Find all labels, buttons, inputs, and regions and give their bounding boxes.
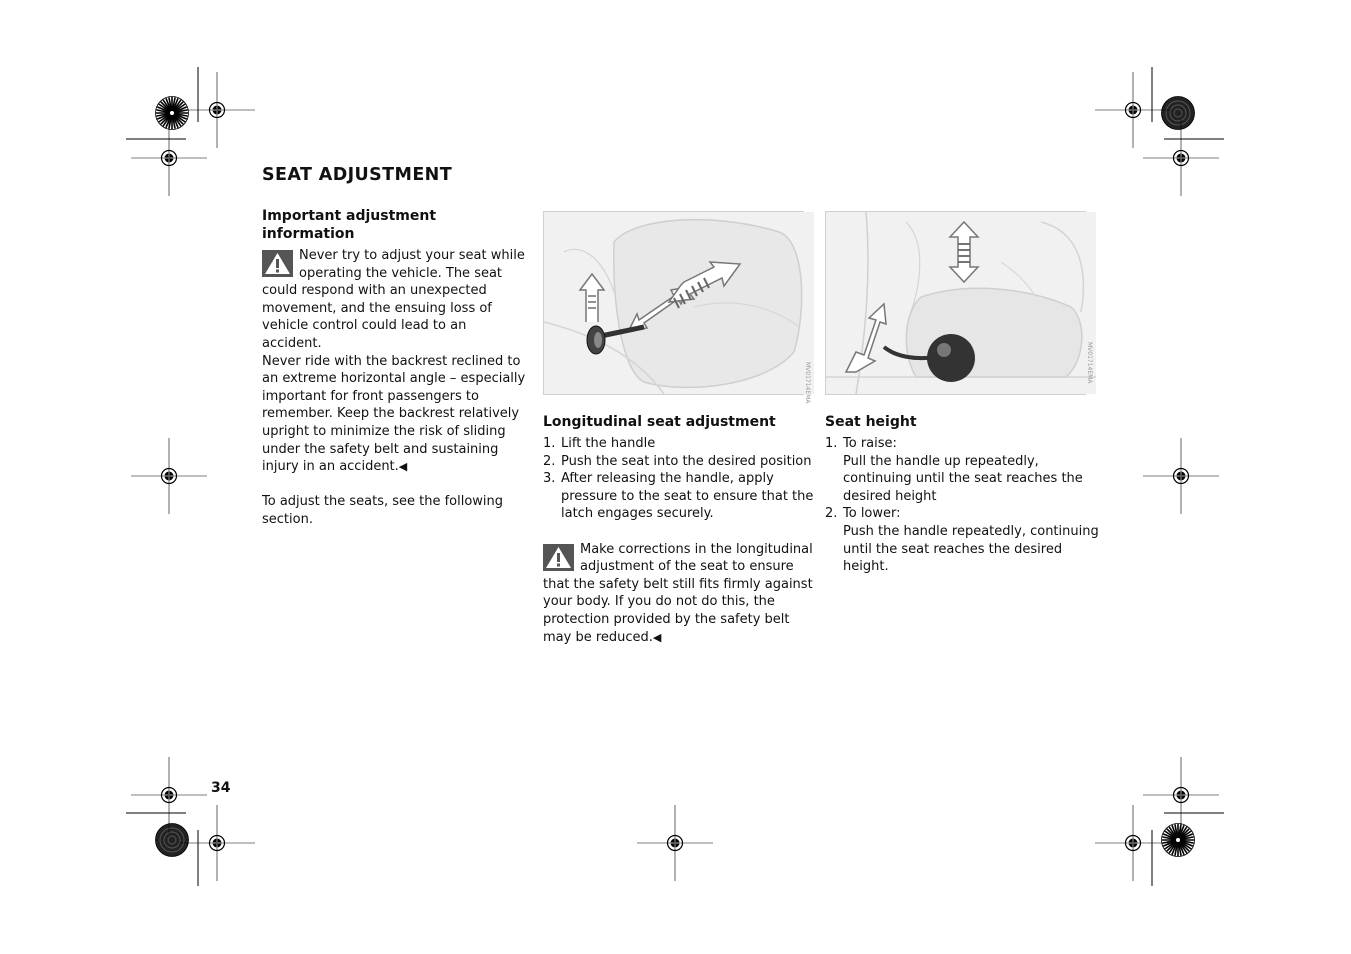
warning-triangle-icon (543, 544, 574, 571)
svg-text:MV01714EMA: MV01714EMA (1086, 342, 1093, 384)
page-title: SEAT ADJUSTMENT (262, 165, 453, 185)
seat-longitudinal-illustration (544, 212, 814, 404)
column-important-info (262, 207, 530, 529)
list-item: 3. After releasing the handle, apply pressure to the seat to ensure that the latch engages securely. (543, 471, 814, 522)
longitudinal-steps-list (543, 435, 815, 523)
page-number: 34 (211, 780, 231, 796)
list-item: 1. To raise: Pull the handle up repeatedly, continuing until the seat reaches the desired height (825, 436, 1083, 504)
list-item: 2. Push the seat into the desired position (543, 453, 812, 469)
section-heading-height: Seat height (825, 414, 917, 430)
warning-block-belt (543, 541, 815, 647)
warning-text: Never try to adjust your seat while operating the vehicle. The seat could respond with an unexpected movement, and the ensuing loss of vehicle control could lead to an accident. (262, 248, 525, 351)
column-seat-height (825, 413, 1103, 576)
warning-text: Make corrections in the longitudinal adjustment of the seat to ensure that the safety belt still fits firmly against your body. If you do not do this, the protection provided by the safety belt may be reduced.◀ (543, 541, 813, 645)
list-item: 2. To lower: Push the handle repeatedly, continuing until the seat reaches the desired height. (825, 506, 1099, 575)
column-longitudinal (543, 413, 815, 646)
section-heading-important: Important adjustment information (262, 208, 437, 242)
section-heading-longitudinal: Longitudinal seat adjustment (543, 414, 776, 430)
list-item: 1. Lift the handle (543, 436, 656, 451)
warning-text-2: Never ride with the backrest reclined to an extreme horizontal angle – especially important for front passengers to remember. Keep the backrest relatively upright to minimize the risk of sliding under the safety belt and sustaining injury in an accident.◀ (262, 353, 526, 475)
height-steps-list (825, 435, 1103, 576)
warning-block (262, 247, 530, 476)
note-text: To adjust the seats, see the following section. (262, 494, 504, 527)
end-mark: ◀ (398, 460, 408, 474)
figure-seat-height (825, 211, 1093, 395)
end-mark: ◀ (652, 630, 662, 644)
seat-height-illustration (826, 212, 1096, 394)
svg-text:MV01714EMA: MV01714EMA (804, 362, 811, 404)
warning-triangle-icon (262, 250, 293, 277)
figure-longitudinal-adjustment (543, 211, 811, 404)
